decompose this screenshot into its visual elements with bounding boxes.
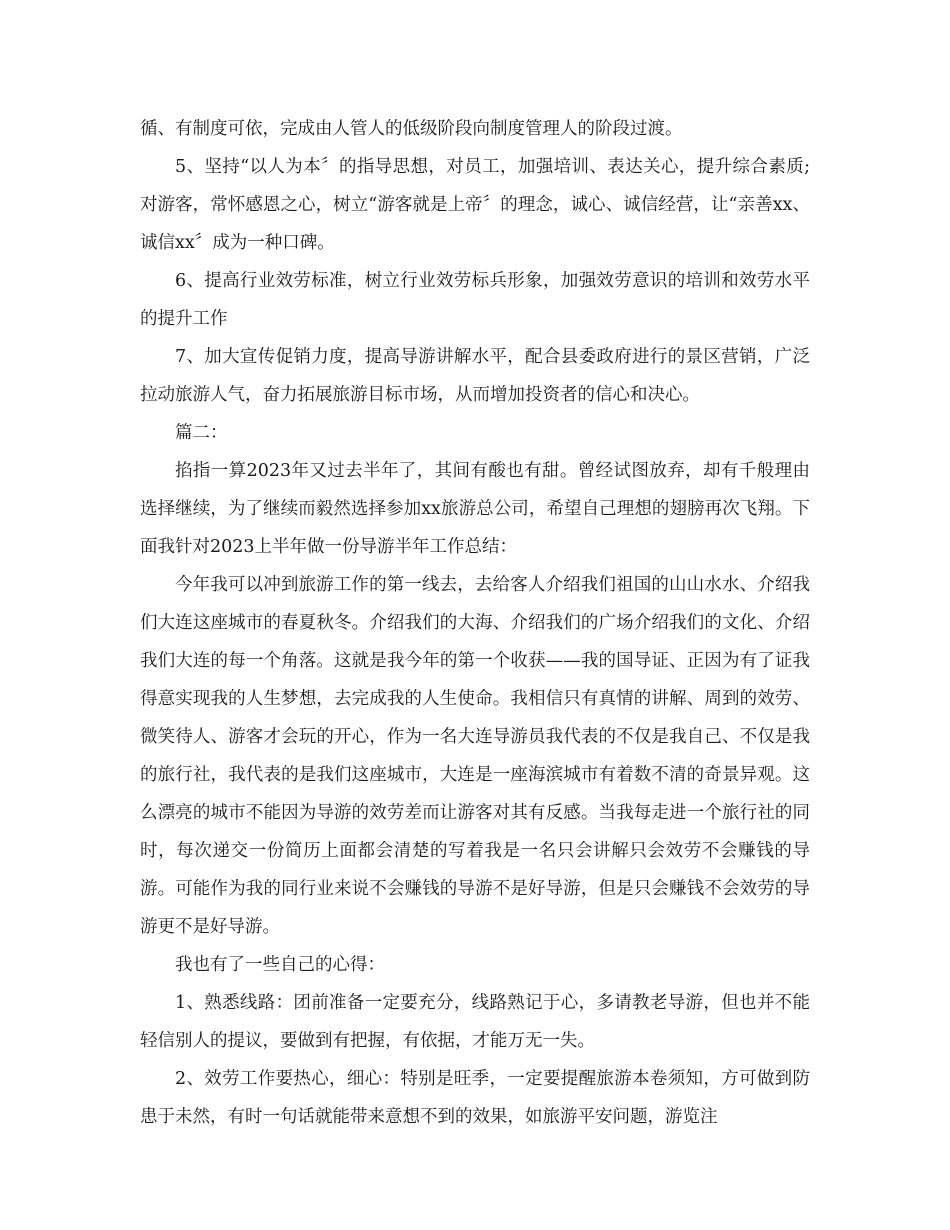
paragraph-4: 7、加大宣传促销力度，提高导游讲解水平，配合县委政府进行的景区营销，广泛拉动旅游人气，奋力拓展旅游目标市场，从而增加投资者的信心和决心。 [140, 347, 810, 405]
paragraph-6: 今年我可以冲到旅游工作的第一线去，去给客人介绍我们祖国的山山水水、介绍我们大连这座城市的春夏秋冬。介绍我们的大海、介绍我们的广场介绍我们的文化、介绍我们大连的每一个角落。这就是我今年的第一个收获——我的国导证、正因为有了证我得意实现我的人生梦想，去完成我的人生使命。我相信只有真情的讲解、周到的效劳、微笑待人、游客才会玩的开心，作为一名大连导游员我代表的不仅是我自己、不仅是我的旅行社，我代表的是我们这座城市，大连是一座海滨城市有着数不清的奇景异观。这么漂亮的城市不能因为导游的效劳差而让游客对其有反感。当我每走进一个旅行社的同时，每次递交一份简历上面都会清楚的写着我是一名只会讲解只会效劳不会赚钱的导游。可能作为我的同行业来说不会赚钱的导游不是好导游，但是只会赚钱不会效劳的导游更不是好导游。 [140, 575, 810, 937]
section-heading: 篇二： [175, 423, 228, 443]
paragraph-5: 掐指一算2023年又过去半年了，其间有酸也有甜。曾经试图放弃，却有千般理由选择继续，为了继续而毅然选择参加xx旅游总公司，希望自己理想的翅膀再次飞翔。下面我针对2023上半年做一份导游半年工作总结： [140, 461, 810, 557]
document-page [140, 110, 810, 1136]
paragraph-2: 5、坚持“以人为本〞的指导思想，对员工，加强培训、表达关心，提升综合素质;对游客，常怀感恩之心，树立“游客就是上帝〞的理念，诚心、诚信经营，让“亲善xx、诚信xx〞成为一种口碑。 [140, 157, 810, 253]
paragraph-9: 2、效劳工作要热心，细心：特别是旺季，一定要提醒旅游本卷须知，方可做到防患于未然，有时一句话就能带来意想不到的效果，如旅游平安问题，游览注 [140, 1069, 810, 1127]
paragraph-1: 循、有制度可依，完成由人管人的低级阶段向制度管理人的阶段过渡。 [140, 119, 683, 139]
paragraph-3: 6、提高行业效劳标准，树立行业效劳标兵形象，加强效劳意识的培训和效劳水平的提升工作 [140, 271, 810, 329]
paragraph-8: 1、熟悉线路：团前准备一定要充分，线路熟记于心，多请教老导游，但也并不能轻信别人的提议，要做到有把握，有依据，才能万无一失。 [140, 993, 810, 1051]
paragraph-7: 我也有了一些自己的心得： [175, 955, 385, 975]
